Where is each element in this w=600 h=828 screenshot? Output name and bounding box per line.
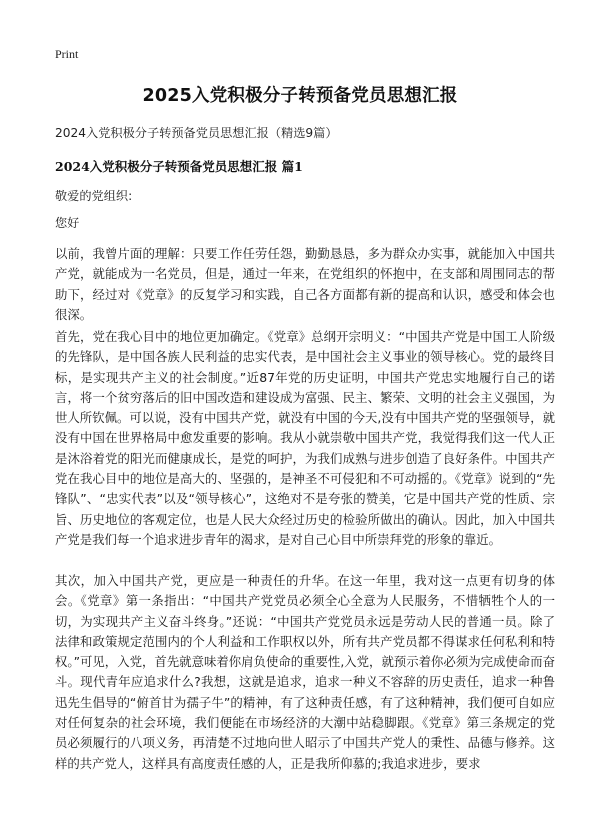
paragraph: 首先，党在我心目中的地位更加确定。《党章》总纲开宗明义：“中国共产党是中国工人阶级的先锋队，是中国各族人民利益的忠实代表，是中国社会主义事业的领导核心。党的最终目标，是实现共产主义的社会制度。”近87年党的历史证明，中国共产党忠实地履行自己的诺言，将一个贫穷落后的旧中国改造和建设成为富强、民主、繁荣、文明的社会主义强国，为世人所钦佩。可以说，没有中国共产党，就没有中国的今天,没有中国共产党的坚强领导，就没有中国在世界格局中愈发重要的影响。我从小就崇敬中国共产党，我觉得我们这一代人正是沐浴着党的阳光而健康成长，是党的呵护，为我们成熟与进步创造了良好条件。中国共产党在我心目中的地位是高大的、坚强的，是神圣不可侵犯和不可动摇的。《党章》说到的“先锋队”、“忠实代表”以及“领导核心”，这绝对不是夸张的赞美，它是中国共产党的性质、宗旨、历史地位的客观定位，也是人民大众经过历史的检验所做出的确认。因此，加入中国共产党是我们每一个追求进步青年的渴求，是对自己心目中所崇拜党的形象的靠近。 — [55, 329, 555, 547]
print-label: Print — [55, 47, 79, 61]
document-title: 2025入党积极分子转预备党员思想汇报 — [142, 86, 458, 106]
section-heading: 2024入党积极分子转预备党员思想汇报 篇1 — [55, 159, 303, 174]
greeting: 您好 — [55, 216, 80, 230]
paragraph: 以前，我曾片面的理解：只要工作任劳任怨，勤勤恳恳，多为群众办实事，就能加入中国共产党，就能成为一名党员，但是，通过一年来，在党组织的怀抱中，在支部和周围同志的帮助下，经过对《党章》的反复学习和实践，自己各方面都有新的提高和认识，感受和体会也很深。 — [55, 246, 555, 322]
document-subtitle: 2024入党积极分子转预备党员思想汇报（精选9篇） — [55, 126, 338, 140]
paragraph: 其次，加入中国共产党，更应是一种责任的升华。在这一年里，我对这一点更有切身的体会。《党章》第一条指出：“中国共产党党员必须全心全意为人民服务，不惜牺牲个人的一切，为实现共产主义奋斗终身。”还说：“中国共产党党员永远是劳动人民的普通一员。除了法律和政策规定范围内的个人利益和工作职权以外，所有共产党员都不得谋求任何私利和特权。”可见，入党，首先就意味着你肩负使命的重要性,入党，就预示着你必须为完成使命而奋斗。现代青年应追求什么?我想，这就是追求，追求一种义不容辞的历史责任，追求一种鲁迅先生倡导的“俯首甘为孺子牛”的精神，有了这种责任感，有了这种精神，我们便可自如应对任何复杂的社会环境，我们便能在市场经济的大潮中站稳脚跟。《党章》第三条规定的党员必须履行的八项义务，再清楚不过地向世人昭示了中国共产党人的秉性、品德与修养。这样的共产党人，这样具有高度责任感的人，正是我所仰慕的;我追求进步，要求 — [55, 573, 555, 771]
salutation: 敬爱的党组织: — [55, 189, 133, 203]
